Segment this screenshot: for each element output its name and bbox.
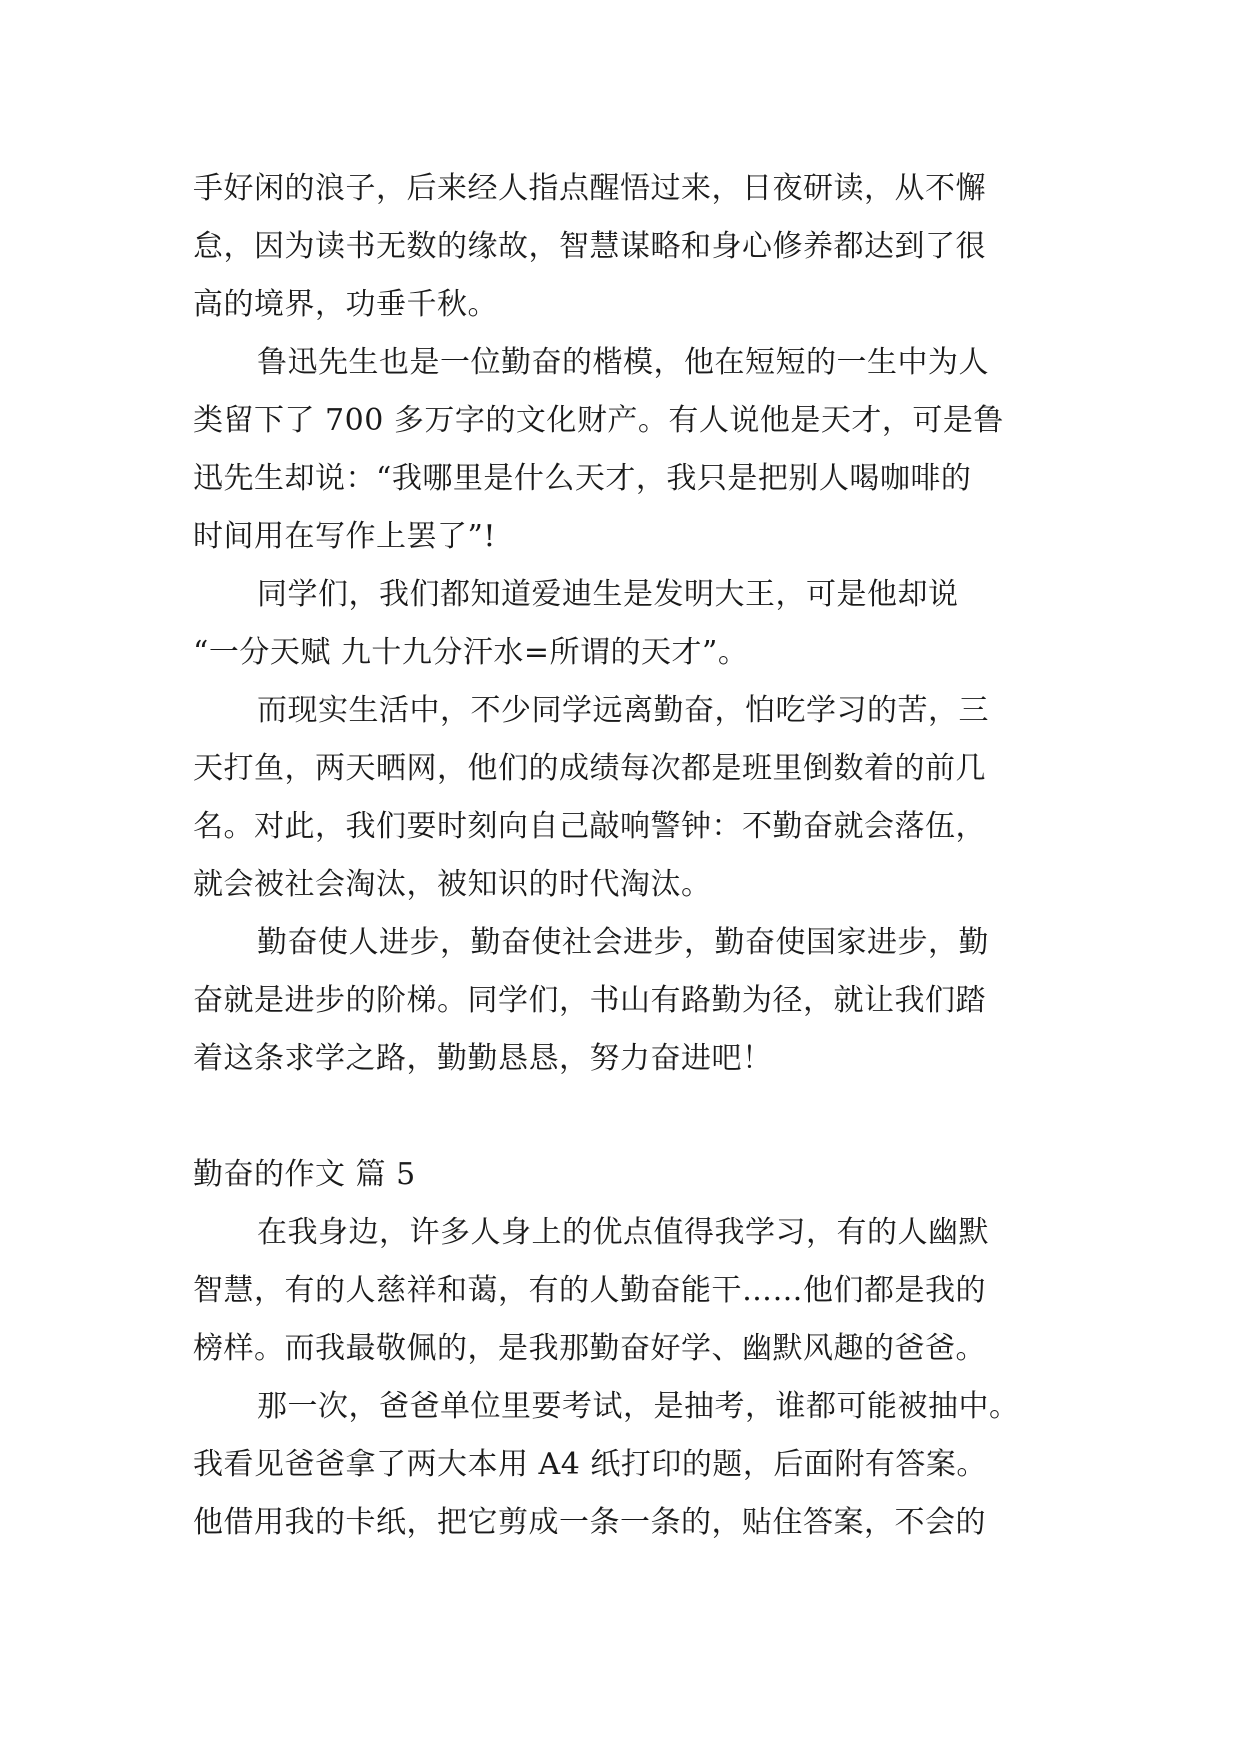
text-line: 时间用在写作上罢了”!: [193, 519, 496, 554]
text-line: 奋就是进步的阶梯。同学们，书山有路勤为径，就让我们踏: [193, 983, 986, 1018]
paragraph-4: [193, 682, 1063, 914]
paragraph-5: [193, 914, 1063, 1088]
text-line: 同学们，我们都知道爱迪生是发明大王，可是他却说: [257, 577, 959, 612]
section-paragraph-1: [193, 1204, 1063, 1378]
paragraph-3: [193, 566, 1063, 682]
text-line: 迅先生却说：“我哪里是什么天才，我只是把别人喝咖啡的: [193, 461, 972, 496]
text-line: 智慧，有的人慈祥和蔼，有的人勤奋能干……他们都是我的: [193, 1273, 986, 1308]
text-line: 怠，因为读书无数的缘故，智慧谋略和身心修养都达到了很: [193, 229, 986, 264]
text-line: 手好闲的浪子，后来经人指点醒悟过来，日夜研读，从不懈: [193, 171, 986, 206]
text-line: 在我身边，许多人身上的优点值得我学习，有的人幽默: [257, 1215, 989, 1250]
text-line: 我看见爸爸拿了两大本用 A4 纸打印的题，后面附有答案。: [193, 1447, 987, 1482]
section-paragraph-2: [193, 1378, 1063, 1552]
text-line: 榜样。而我最敬佩的，是我那勤奋好学、幽默风趣的爸爸。: [193, 1331, 986, 1366]
text-line: 鲁迅先生也是一位勤奋的楷模，他在短短的一生中为人: [257, 345, 989, 380]
text-line: 那一次，爸爸单位里要考试，是抽考，谁都可能被抽中。: [257, 1389, 1020, 1424]
text-line: 高的境界，功垂千秋。: [193, 287, 498, 322]
text-line: 天打鱼，两天晒网，他们的成绩每次都是班里倒数着的前几: [193, 751, 986, 786]
document-body: [193, 160, 1063, 1552]
paragraph-2: [193, 334, 1063, 566]
text-line: 就会被社会淘汰，被知识的时代淘汰。: [193, 867, 712, 902]
paragraph-1: [193, 160, 1063, 334]
section-heading: 勤奋的作文 篇 5: [193, 1157, 416, 1192]
text-line: “一分天赋 九十九分汗水=所谓的天才”。: [193, 635, 749, 670]
text-line: 类留下了 700 多万字的文化财产。有人说他是天才，可是鲁: [193, 403, 1004, 438]
text-line: 而现实生活中，不少同学远离勤奋，怕吃学习的苦，三: [257, 693, 989, 728]
text-line: 他借用我的卡纸，把它剪成一条一条的，贴住答案，不会的: [193, 1505, 986, 1540]
text-line: 名。对此，我们要时刻向自己敲响警钟：不勤奋就会落伍，: [193, 809, 986, 844]
text-line: 勤奋使人进步，勤奋使社会进步，勤奋使国家进步，勤: [257, 925, 989, 960]
text-line: 着这条求学之路，勤勤恳恳，努力奋进吧！: [193, 1041, 773, 1076]
